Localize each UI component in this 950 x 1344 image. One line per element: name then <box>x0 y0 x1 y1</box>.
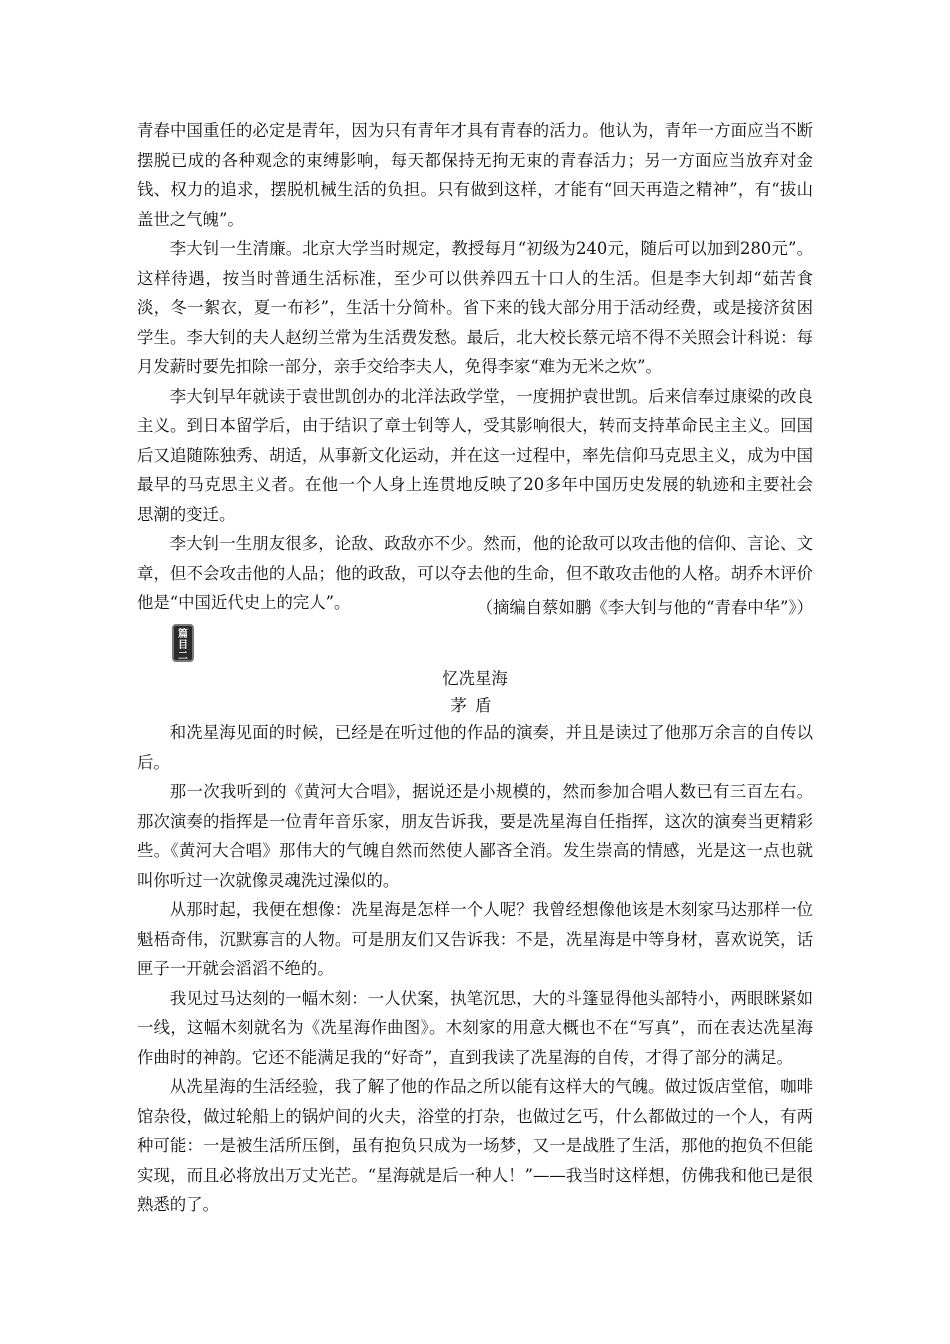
badge-char: 篇 <box>178 629 188 640</box>
article-author: 茅盾 <box>450 696 500 715</box>
badge-char: 目 <box>178 640 188 651</box>
source-citation: （摘编自蔡如鹏《李大钊与他的“青春中华”》） <box>476 598 813 617</box>
article-one-body <box>137 116 813 618</box>
article-title: 忆冼星海 <box>442 669 508 688</box>
paragraph: 从那时起，我便在想像：冼星海是怎样一个人呢？我曾经想像他该是木刻家马达那样一位魁梧奇伟，沉默寡言的人物。可是朋友们又告诉我：不是，冼星海是中等身材，喜欢说笑，话匣子一开就会滔滔不绝的。 <box>137 900 813 978</box>
paragraph: 李大钊一生清廉。北京大学当时规定，教授每月“初级为240元，随后可以加到280元”。这样待遇，按当时普通生活标准，至少可以供养四五十口人的生活。但是李大钊却“茹苦食淡，冬一絮衣，夏一布衫”，生活十分简朴。省下来的钱大部分用于活动经费，或是接济贫困学生。李大钊的夫人赵纫兰常为生活费发愁。最后，北大校长蔡元培不得不关照会计科说：每月发薪时要先扣除一部分，亲手交给李夫人，免得李家“难为无米之炊”。 <box>137 239 813 376</box>
badge-char: 二 <box>178 651 188 662</box>
paragraph: 我见过马达刻的一幅木刻：一人伏案，执笔沉思，大的斗篷显得他头部特小，两眼眯紧如一线，这幅木刻就名为《冼星海作曲图》。木刻家的用意大概也不在“写真”，而在表达冼星海作曲时的神韵。它还不能满足我的“好奇”，直到我读了冼星海的自传，才得了部分的满足。 <box>137 988 813 1067</box>
paragraph: 李大钊一生朋友很多，论敌、政敌亦不少。然而，他的论敌可以攻击他的信仰、言论、文章，但不会攻击他的人品；他的政敌，可以夺去他的生命，但不敢攻击他的人格。胡乔木评价他是“中国近代史上的完人”。 <box>137 534 813 612</box>
paragraph: 从冼星海的生活经验，我了解了他的作品之所以能有这样大的气魄。做过饭店堂倌，咖啡馆杂役，做过轮船上的锅炉间的火夫，浴堂的打杂，也做过乞丐，什么都做过的一个人，有两种可能：一是被生活所压倒，虽有抱负只成为一场梦，又一是战胜了生活，那他的抱负不但能实现，而且必将放出万丈光芒。“星海就是后一种人！”——我当时这样想，仿佛我和他已是很熟悉的了。 <box>137 1077 813 1214</box>
article-two-body <box>137 718 813 1220</box>
paragraph: 和冼星海见面的时候，已经是在听过他的作品的演奏，并且是读过了他那万余言的自传以后。 <box>137 723 813 772</box>
paragraph: 李大钊早年就读于袁世凯创办的北洋法政学堂，一度拥护袁世凯。后来信奉过康梁的改良主义。到日本留学后，由于结识了章士钊等人，受其影响很大，转而支持革命民主主义。回国后又追随陈独秀、胡适，从事新文化运动，并在这一过程中，率先信仰马克思主义，成为中国最早的马克思主义者。在他一个人身上连贯地反映了20多年中国历史发展的轨迹和主要社会思潮的变迁。 <box>137 386 813 524</box>
paragraph: 那一次我听到的《黄河大合唱》，据说还是小规模的，然而参加合唱人数已有三百左右。那次演奏的指挥是一位青年音乐家，朋友告诉我，要是冼星海自任指挥，这次的演奏当更精彩些。《黄河大合唱》那伟大的气魄自然而然使人鄙吝全消。发生崇高的情感，光是这一点也就叫你听过一次就像灵魂洗过澡似的。 <box>137 782 813 890</box>
paragraph: 青春中国重任的必定是青年，因为只有青年才具有青春的活力。他认为，青年一方面应当不断摆脱已成的各种观念的束缚影响，每天都保持无拘无束的青春活力；另一方面应当放弃对金钱、权力的追求，摆脱机械生活的负担。只有做到这样，才能有“回天再造之精神”，有“拔山盖世之气魄”。 <box>137 121 813 229</box>
section-badge <box>172 624 194 662</box>
